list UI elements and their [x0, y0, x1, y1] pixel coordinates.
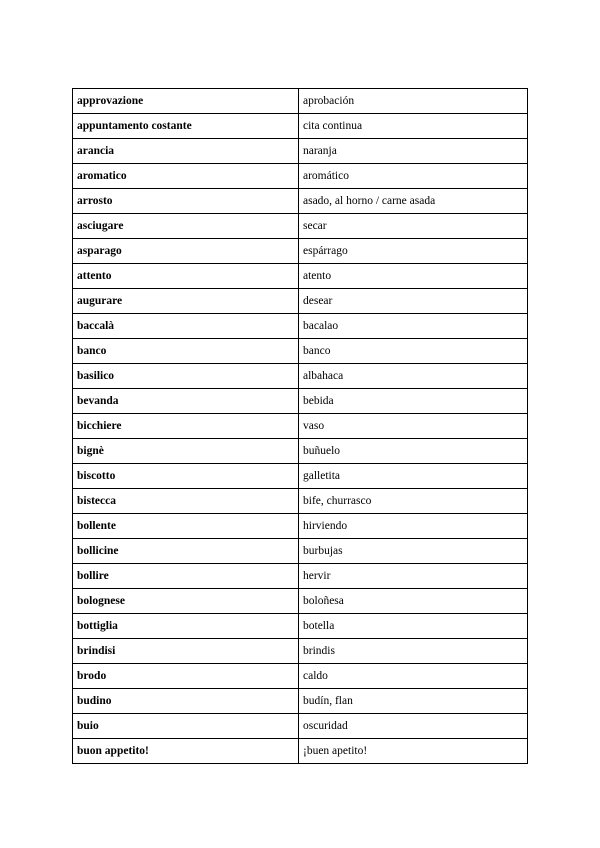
italian-term: bollicine [73, 539, 299, 564]
table-row [73, 139, 528, 164]
spanish-translation: desear [299, 289, 528, 314]
italian-term: augurare [73, 289, 299, 314]
italian-term: bolognese [73, 589, 299, 614]
spanish-translation: galletita [299, 464, 528, 489]
italian-term: bottiglia [73, 614, 299, 639]
spanish-translation: bife, churrasco [299, 489, 528, 514]
spanish-translation: hirviendo [299, 514, 528, 539]
italian-term: appuntamento costante [73, 114, 299, 139]
italian-term: budino [73, 689, 299, 714]
table-row [73, 364, 528, 389]
italian-term: arrosto [73, 189, 299, 214]
table-row [73, 89, 528, 114]
spanish-translation: vaso [299, 414, 528, 439]
spanish-translation: naranja [299, 139, 528, 164]
spanish-translation: hervir [299, 564, 528, 589]
table-row [73, 114, 528, 139]
spanish-translation: boloñesa [299, 589, 528, 614]
italian-term: bistecca [73, 489, 299, 514]
table-row [73, 439, 528, 464]
spanish-translation: banco [299, 339, 528, 364]
spanish-translation: asado, al horno / carne asada [299, 189, 528, 214]
italian-term: brindisi [73, 639, 299, 664]
table-row [73, 589, 528, 614]
spanish-translation: botella [299, 614, 528, 639]
table-row [73, 389, 528, 414]
spanish-translation: aprobación [299, 89, 528, 114]
italian-term: asciugare [73, 214, 299, 239]
table-row [73, 214, 528, 239]
spanish-translation: budín, flan [299, 689, 528, 714]
spanish-translation: secar [299, 214, 528, 239]
spanish-translation: atento [299, 264, 528, 289]
table-row [73, 189, 528, 214]
table-row [73, 289, 528, 314]
italian-term: bollente [73, 514, 299, 539]
spanish-translation: bacalao [299, 314, 528, 339]
italian-term: bicchiere [73, 414, 299, 439]
spanish-translation: caldo [299, 664, 528, 689]
italian-term: bollire [73, 564, 299, 589]
italian-term: buio [73, 714, 299, 739]
table-row [73, 564, 528, 589]
table-row [73, 664, 528, 689]
italian-term: banco [73, 339, 299, 364]
spanish-translation: albahaca [299, 364, 528, 389]
table-row [73, 314, 528, 339]
italian-term: arancia [73, 139, 299, 164]
table-row [73, 614, 528, 639]
table-row [73, 164, 528, 189]
italian-term: approvazione [73, 89, 299, 114]
glossary-body [73, 89, 528, 764]
table-row [73, 714, 528, 739]
spanish-translation: espárrago [299, 239, 528, 264]
italian-term: attento [73, 264, 299, 289]
table-row [73, 539, 528, 564]
italian-term: baccalà [73, 314, 299, 339]
italian-term: asparago [73, 239, 299, 264]
spanish-translation: brindis [299, 639, 528, 664]
spanish-translation: ¡buen apetito! [299, 739, 528, 764]
glossary-table [72, 88, 528, 764]
italian-term: bignè [73, 439, 299, 464]
table-row [73, 639, 528, 664]
italian-term: aromatico [73, 164, 299, 189]
spanish-translation: bebida [299, 389, 528, 414]
spanish-translation: oscuridad [299, 714, 528, 739]
table-row [73, 514, 528, 539]
spanish-translation: burbujas [299, 539, 528, 564]
table-row [73, 264, 528, 289]
table-row [73, 414, 528, 439]
italian-term: bevanda [73, 389, 299, 414]
italian-term: biscotto [73, 464, 299, 489]
italian-term: basilico [73, 364, 299, 389]
table-row [73, 689, 528, 714]
italian-term: brodo [73, 664, 299, 689]
spanish-translation: aromático [299, 164, 528, 189]
spanish-translation: cita continua [299, 114, 528, 139]
table-row [73, 239, 528, 264]
spanish-translation: buñuelo [299, 439, 528, 464]
table-row [73, 739, 528, 764]
table-row [73, 464, 528, 489]
table-row [73, 339, 528, 364]
italian-term: buon appetito! [73, 739, 299, 764]
table-row [73, 489, 528, 514]
